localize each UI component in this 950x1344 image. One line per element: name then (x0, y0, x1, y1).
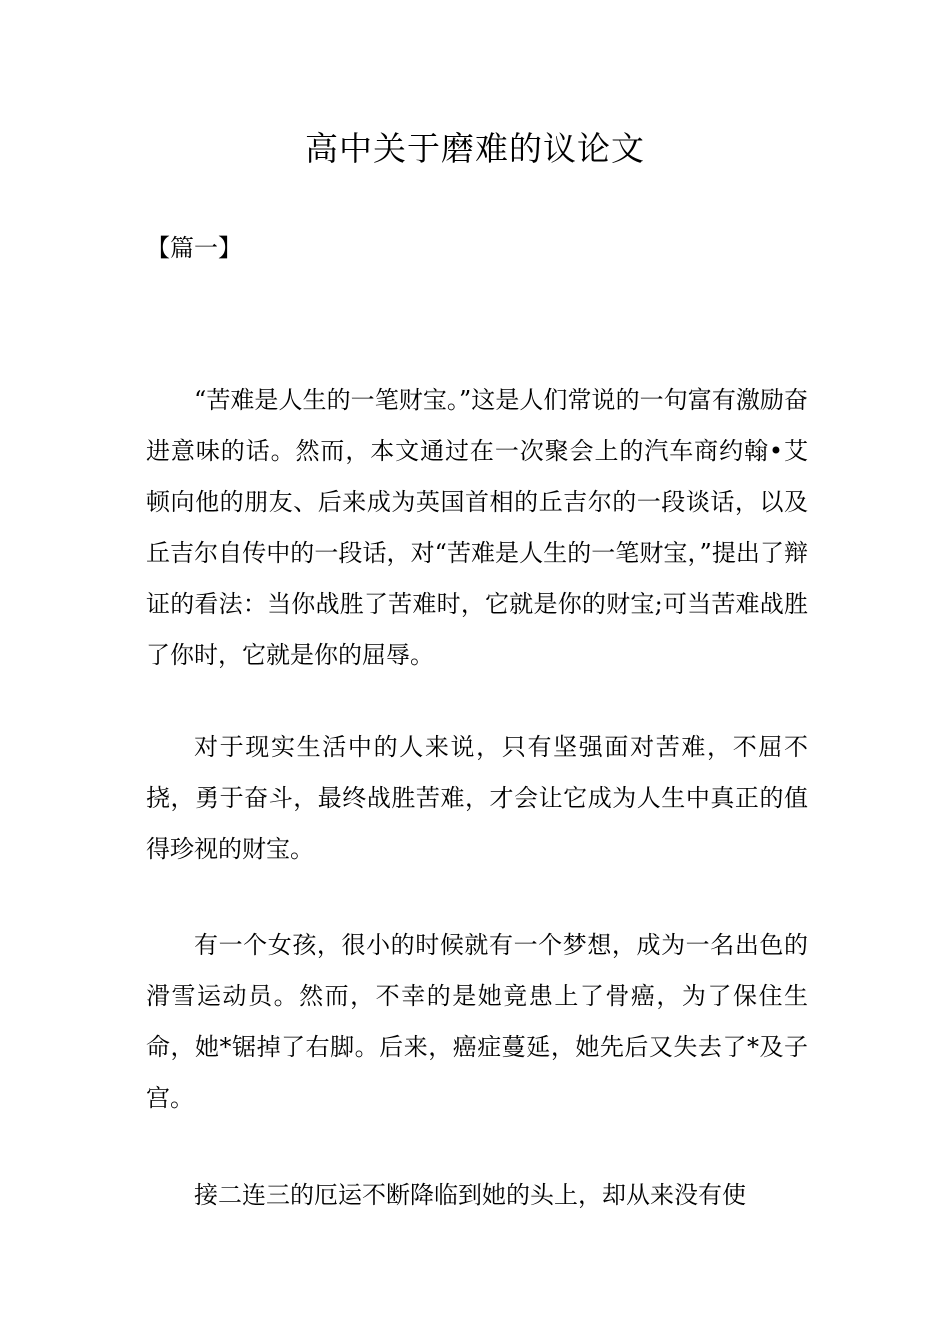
page-title: 高中关于磨难的议论文 (305, 129, 645, 168)
section-label: 【篇一】 (146, 234, 242, 262)
paragraph-2: 对于现实生活中的人来说，只有坚强面对苦难，不屈不挠，勇于奋斗，最终战胜苦难，才会让它成为人生中真正的值得珍视的财宝。 (146, 733, 808, 863)
paragraph-3: 有一个女孩，很小的时候就有一个梦想，成为一名出色的滑雪运动员。然而，不幸的是她竟患上了骨癌，为了保住生命，她*锯掉了右脚。后来，癌症蔓延，她先后又失去了*及子宫。 (146, 931, 808, 1112)
paragraph-1: “苦难是人生的一笔财宝。”这是人们常说的一句富有激励奋进意味的话。然而，本文通过在一次聚会上的汽车商约翰•艾顿向他的朋友、后来成为英国首相的丘吉尔的一段谈话，以及丘吉尔自传中的一段话，对“苦难是人生的一笔财宝，”提出了辩证的看法：当你战胜了苦难时，它就是你的财宝;可当苦难战胜了你时，它就是你的屈辱。 (146, 386, 808, 669)
paragraph-4: 接二连三的厄运不断降临到她的头上，却从来没有使 (194, 1181, 746, 1209)
